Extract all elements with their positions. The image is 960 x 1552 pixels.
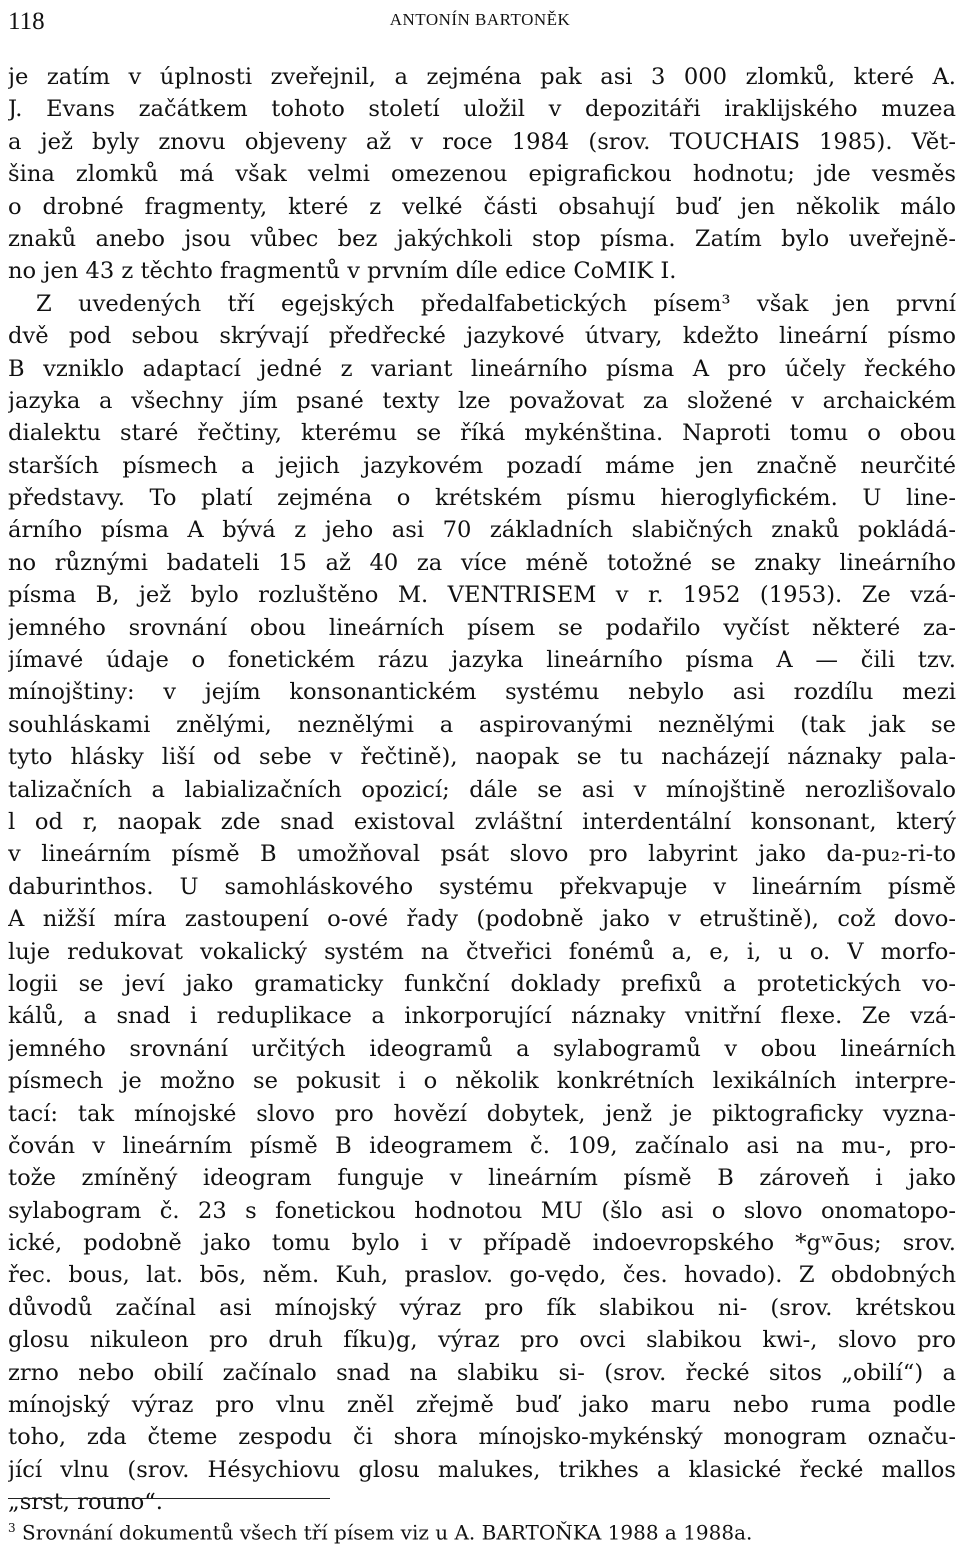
- text-line: dialektu staré řečtiny, kterému se říká mykénština. Naproti tomu o obou: [8, 420, 956, 447]
- text-line: písmech je možno se pokusit i o několik konkrétních lexikálních interpre-: [8, 1068, 956, 1095]
- text-line: A nižší míra zastoupení o-ové řady (podobně jako v etruštině), což dovo-: [8, 906, 956, 933]
- text-line: kálů, a snad i reduplikace a inkorporující náznaky vnitřní flexe. Ze vzá-: [8, 1003, 956, 1030]
- text-line: znaků anebo jsou vůbec bez jakýchkoli stop písma. Zatím bylo uveřejně-: [8, 225, 956, 252]
- text-line: důvodů začínal asi mínojský výraz pro fík slabikou ni- (srov. krétskou: [8, 1294, 956, 1321]
- text-line: jící vlnu (srov. Hésychiovu glosu malukes, trikhes a klasické řecké mallos: [8, 1456, 956, 1483]
- text-line: mínojštiny: v jejím konsonantickém systému nebylo asi rozdílu mezi: [8, 679, 956, 706]
- text-line: sylabogram č. 23 s fonetickou hodnotou MU (šlo asi o slovo onomatopo-: [8, 1197, 956, 1224]
- page-header: [8, 8, 952, 38]
- text-line: „srst, rouno“.: [8, 1489, 163, 1516]
- text-line: představy. To platí zejména o krétském písmu hieroglyfickém. U line-: [8, 485, 956, 512]
- text-line: je zatím v úplnosti zveřejnil, a zejména pak asi 3 000 zlomků, které A.: [8, 64, 956, 90]
- text-line: tože zmíněný ideogram funguje v lineárním písmě B zároveň i jako: [8, 1165, 956, 1192]
- footnote-rule: [8, 1498, 330, 1499]
- text-line: šina zlomků má však velmi omezenou epigrafickou hodnotu; jde vesměs: [8, 161, 956, 188]
- text-line: zrno nebo obilí začínalo snad na slabiku si- (srov. řecké sitos „obilí“) a: [8, 1359, 956, 1386]
- page-number: 118: [8, 8, 45, 35]
- text-line: jemného srovnání obou lineárních písem se podařilo vyčíst některé za-: [8, 614, 956, 641]
- body-text: [8, 61, 956, 1519]
- text-line: a jež byly znovu objeveny až v roce 1984 (srov. TOUCHAIS 1985). Vět-: [8, 128, 956, 155]
- text-line: tyto hlásky liší od sebe v řečtině), naopak se tu nacházejí náznaky pala-: [8, 744, 956, 771]
- text-line: čován v lineárním písmě B ideogramem č. 109, začínalo asi na mu-, pro-: [8, 1132, 956, 1159]
- text-line: talizačních a labializačních opozicí; dále se asi v mínojštině nerozlišovalo: [8, 776, 956, 803]
- text-line: logii se jeví jako gramaticky funkční doklady prefixů a protetických vo-: [8, 970, 956, 997]
- text-line: J. Evans začátkem tohoto století uložil v depozitáři iraklijského muzea: [8, 96, 956, 123]
- text-line: B vzniklo adaptací jedné z variant lineárního písma A pro účely řeckého: [8, 355, 956, 382]
- text-line: ické, podobně jako tomu bylo i v případě indoevropského *gʷōus; srov.: [8, 1230, 956, 1257]
- text-line: toho, zda čteme zespodu či shora mínojsko-mykénský monogram označu-: [8, 1424, 956, 1451]
- text-line: glosu nikuleon pro druh fíku)g, výraz pro ovci slabikou kwi-, slovo pro: [8, 1327, 956, 1354]
- text-line: dvě pod sebou skrývají předřecké jazykové útvary, kdežto lineární písmo: [8, 323, 956, 350]
- text-line: souhláskami znělými, neznělými a aspirovanými neznělými (tak jak se: [8, 711, 956, 738]
- text-line: l od r, naopak zde snad existoval zvláštní interdentální konsonant, který: [8, 808, 956, 835]
- text-line: řec. bous, lat. bōs, něm. Kuh, praslov. go-vędo, čes. hovado). Z obdobných: [8, 1262, 956, 1289]
- text-line: mínojský výraz pro vlnu zněl zřejmě buď jako maru nebo ruma podle: [8, 1392, 956, 1419]
- text-line: no jen 43 z těchto fragmentů v prvním díle edice CoMIK I.: [8, 258, 677, 285]
- text-line: v lineárním písmě B umožňoval psát slovo pro labyrint jako da-pu₂-ri-to: [8, 841, 956, 868]
- text-line: luje redukovat vokalický systém na čtveřici fonémů a, e, i, u o. V morfo-: [8, 938, 956, 965]
- footnote-text: Srovnání dokumentů všech tří písem viz u A. BARTOŇKA 1988 a 1988a.: [15, 1520, 753, 1545]
- text-line: starších písmech a jejich jazykovém pozadí máme jen značně neurčité: [8, 452, 956, 479]
- running-head: ANTONÍN BARTONĚK: [389, 10, 571, 29]
- text-line: jemného srovnání určitých ideogramů a sylabogramů v obou lineárních: [8, 1035, 956, 1062]
- text-line: o drobné fragmenty, které z velké části obsahují buď jen několik málo: [8, 193, 956, 220]
- footnote-marker: 3: [8, 1521, 16, 1535]
- footnote: [8, 1515, 948, 1546]
- text-line: Z uvedených tří egejských předalfabetických písem³ však jen první: [36, 290, 956, 317]
- text-line: tací: tak mínojské slovo pro hovězí dobytek, jenž je piktograficky vyzna-: [8, 1100, 956, 1127]
- text-line: árního písma A bývá z jeho asi 70 základních slabičných znaků pokládá-: [8, 517, 956, 544]
- text-line: no různými badateli 15 až 40 za více méně totožné se znaky lineárního: [8, 549, 956, 576]
- text-line: jímavé údaje o fonetickém rázu jazyka lineárního písma A — čili tzv.: [8, 647, 956, 674]
- text-line: daburinthos. U samohláskového systému překvapuje v lineárním písmě: [8, 873, 956, 900]
- text-line: písma B, jež bylo rozluštěno M. VENTRISEM v r. 1952 (1953). Ze vzá-: [8, 582, 956, 609]
- text-line: jazyka a všechny jím psané texty lze považovat za složené v archaickém: [8, 387, 956, 414]
